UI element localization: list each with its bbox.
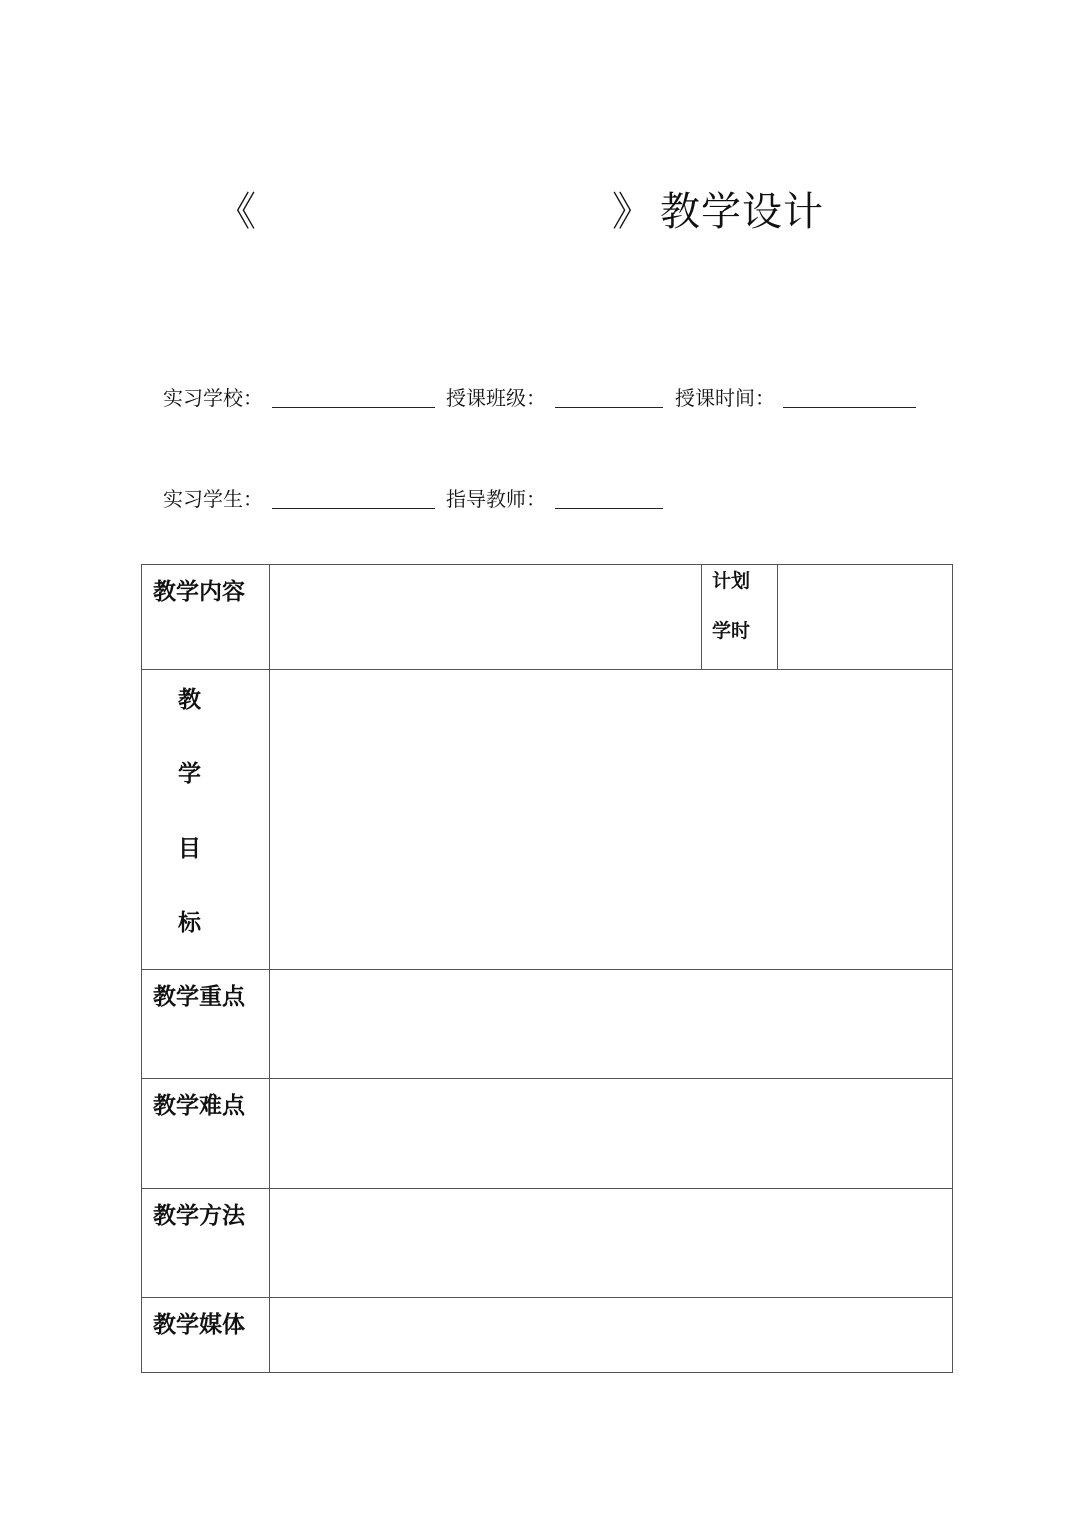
row-key-points (142, 970, 953, 1079)
difficulties-cell[interactable] (270, 1079, 953, 1189)
title-text: 教学设计 (660, 189, 824, 235)
plan-hours-line2: 学时 (712, 620, 751, 642)
row-media (142, 1298, 953, 1373)
school-field[interactable] (272, 407, 435, 408)
class-label: 授课班级： (446, 386, 546, 410)
plan-hours-cell[interactable] (778, 565, 953, 670)
row-difficulties (142, 1079, 953, 1189)
plan-hours-label (702, 565, 778, 670)
info-row-1 (0, 380, 1080, 416)
difficulties-label: 教学难点 (142, 1079, 270, 1189)
teacher-field[interactable] (555, 508, 663, 509)
plan-hours-line1: 计划 (712, 570, 751, 592)
methods-label: 教学方法 (142, 1189, 270, 1298)
school-label: 实习学校： (163, 386, 263, 410)
lesson-plan-table (141, 564, 953, 1373)
methods-cell[interactable] (270, 1189, 953, 1298)
objectives-label (142, 670, 270, 970)
info-row-2 (0, 481, 1080, 517)
media-cell[interactable] (270, 1298, 953, 1373)
row-content (142, 565, 953, 670)
row-methods (142, 1189, 953, 1298)
content-label: 教学内容 (142, 565, 270, 670)
objectives-char-1: 教 (178, 687, 201, 713)
student-label: 实习学生： (163, 487, 263, 511)
title-open-bracket: 《 (216, 189, 256, 235)
objectives-char-2: 学 (178, 761, 201, 787)
time-label: 授课时间： (675, 386, 775, 410)
title-close-bracket: 》 (612, 189, 652, 235)
media-label: 教学媒体 (142, 1298, 270, 1373)
key-points-cell[interactable] (270, 970, 953, 1079)
objectives-char-3: 目 (178, 836, 201, 862)
content-cell[interactable] (270, 565, 702, 670)
class-field[interactable] (555, 407, 663, 408)
teacher-label: 指导教师： (446, 487, 546, 511)
student-field[interactable] (272, 508, 435, 509)
key-points-label: 教学重点 (142, 970, 270, 1079)
time-field[interactable] (783, 407, 916, 408)
objectives-char-4: 标 (178, 910, 201, 936)
row-objectives (142, 670, 953, 970)
objectives-cell[interactable] (270, 670, 953, 970)
document-title (0, 182, 1080, 242)
